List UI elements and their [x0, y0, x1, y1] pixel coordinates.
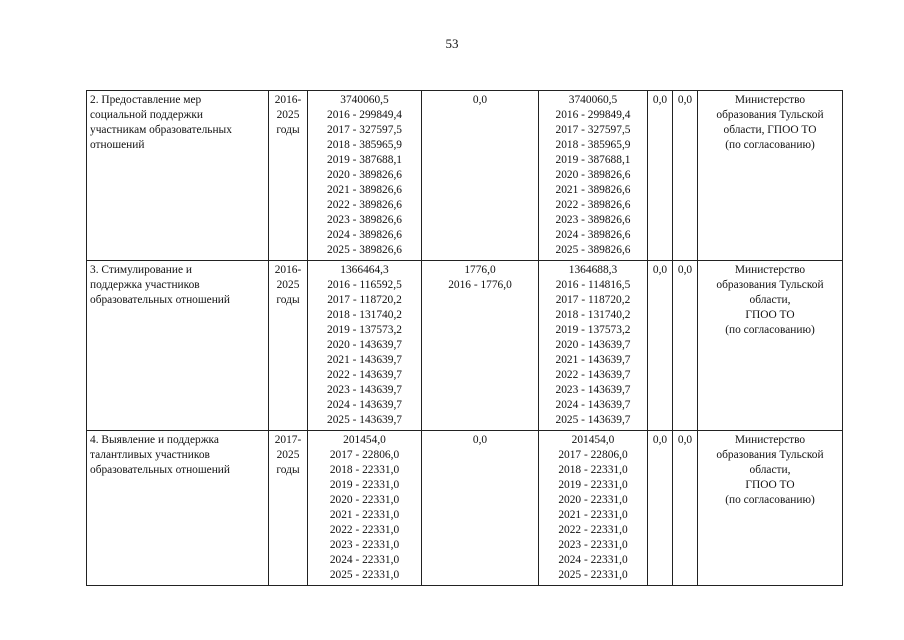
regional-funding-cell-line: 2021 - 22331,0	[558, 509, 628, 521]
regional-funding-cell-line: 2017 - 22806,0	[558, 449, 628, 461]
period-cell-line: 2016-	[274, 264, 302, 276]
executor-cell	[698, 261, 843, 431]
period-cell-line: годы	[276, 294, 300, 306]
regional-funding-cell-line: 2018 - 22331,0	[558, 464, 628, 476]
federal-funding-cell-line: 0,0	[472, 434, 488, 446]
total-funding-cell-line: 1366464,3	[340, 264, 389, 276]
other-funding-cell: 0,0	[673, 431, 698, 586]
total-funding-cell	[308, 431, 422, 586]
total-funding-cell-line: 2024 - 22331,0	[329, 554, 400, 566]
measure-name-cell-line: поддержка участников	[90, 279, 200, 291]
total-funding-cell-line: 2018 - 385965,9	[327, 139, 402, 151]
executor-cell	[698, 91, 843, 261]
total-funding-cell	[308, 91, 422, 261]
total-funding-cell-line: 2019 - 387688,1	[327, 154, 402, 166]
regional-funding-cell-line: 2024 - 389826,6	[555, 229, 631, 241]
total-funding-cell-line: 2016 - 299849,4	[327, 109, 402, 121]
total-funding-cell-line: 2017 - 22806,0	[329, 449, 400, 461]
table-row	[87, 91, 843, 261]
total-funding-cell-line: 2017 - 327597,5	[327, 124, 402, 136]
total-funding-cell-line: 2021 - 389826,6	[327, 184, 402, 196]
total-funding-cell-line: 2025 - 389826,6	[327, 244, 402, 256]
total-funding-cell-line: 2022 - 389826,6	[327, 199, 402, 211]
measure-name-cell	[87, 91, 269, 261]
executor-cell-line: Министерство	[734, 264, 806, 276]
regional-funding-cell-line: 2019 - 22331,0	[558, 479, 628, 491]
regional-funding-cell-line: 2025 - 389826,6	[555, 244, 631, 256]
period-cell	[269, 431, 308, 586]
federal-funding-cell-line: 0,0	[472, 94, 488, 106]
measures-table	[86, 90, 843, 586]
total-funding-cell-line: 2019 - 22331,0	[329, 479, 400, 491]
total-funding-cell-line: 2024 - 143639,7	[327, 399, 402, 411]
total-funding-cell-line: 2019 - 137573,2	[327, 324, 402, 336]
executor-cell-line: образования Тульской	[716, 109, 824, 121]
period-cell-line: 2016-	[274, 94, 302, 106]
total-funding-cell-line: 2025 - 22331,0	[329, 569, 400, 581]
regional-funding-cell-line: 2020 - 143639,7	[555, 339, 631, 351]
total-funding-cell-line: 2025 - 143639,7	[327, 414, 402, 426]
regional-funding-cell-line: 2024 - 143639,7	[555, 399, 631, 411]
regional-funding-cell-line: 2023 - 389826,6	[555, 214, 631, 226]
regional-funding-cell-line: 2019 - 387688,1	[555, 154, 631, 166]
total-funding-cell-line: 2018 - 22331,0	[329, 464, 400, 476]
measure-name-cell-line: социальной поддержки	[90, 109, 204, 121]
executor-cell-line: образования Тульской	[716, 449, 824, 461]
total-funding-cell-line: 2023 - 143639,7	[327, 384, 402, 396]
executor-cell-line: ГПОО ТО	[745, 479, 795, 491]
local-funding-cell: 0,0	[648, 261, 673, 431]
regional-funding-cell-line: 2017 - 118720,2	[555, 294, 631, 306]
period-cell-line: 2025	[276, 109, 300, 121]
total-funding-cell-line: 3740060,5	[340, 94, 389, 106]
measure-name-cell-line: участникам образовательных	[90, 124, 232, 136]
regional-funding-cell	[539, 431, 648, 586]
executor-cell-line: образования Тульской	[716, 279, 824, 291]
local-funding-cell: 0,0	[648, 431, 673, 586]
regional-funding-cell-line: 2024 - 22331,0	[558, 554, 628, 566]
total-funding-cell-line: 2023 - 389826,6	[327, 214, 402, 226]
measure-name-cell-line: образовательных отношений	[90, 294, 230, 306]
regional-funding-cell-line: 2019 - 137573,2	[555, 324, 631, 336]
executor-cell	[698, 431, 843, 586]
regional-funding-cell	[539, 261, 648, 431]
measure-name-cell-line: образовательных отношений	[90, 464, 230, 476]
total-funding-cell-line: 2021 - 22331,0	[329, 509, 400, 521]
measure-name-cell-line: 2. Предоставление мер	[90, 94, 202, 106]
regional-funding-cell-line: 3740060,5	[568, 94, 618, 106]
total-funding-cell-line: 2017 - 118720,2	[327, 294, 402, 306]
total-funding-cell-line: 2023 - 22331,0	[329, 539, 400, 551]
federal-funding-cell-line: 2016 - 1776,0	[448, 279, 512, 291]
executor-cell-line: ГПОО ТО	[745, 309, 795, 321]
regional-funding-cell-line: 2020 - 389826,6	[555, 169, 631, 181]
measure-name-cell-line: 4. Выявление и поддержка	[90, 434, 219, 446]
table-row	[87, 431, 843, 586]
period-cell-line: 2017-	[274, 434, 302, 446]
regional-funding-cell-line: 2022 - 22331,0	[558, 524, 628, 536]
executor-cell-line: области,	[749, 294, 791, 306]
measure-name-cell-line: талантливых участников	[90, 449, 210, 461]
executor-cell-line: области,	[749, 464, 791, 476]
regional-funding-cell-line: 2022 - 389826,6	[555, 199, 631, 211]
total-funding-cell-line: 2016 - 116592,5	[327, 279, 402, 291]
federal-funding-cell	[422, 261, 539, 431]
total-funding-cell-line: 2020 - 143639,7	[327, 339, 402, 351]
total-funding-cell-line: 201454,0	[343, 434, 386, 446]
period-cell	[269, 91, 308, 261]
regional-funding-cell-line: 2022 - 143639,7	[555, 369, 631, 381]
other-funding-cell: 0,0	[673, 261, 698, 431]
period-cell-line: годы	[276, 124, 300, 136]
regional-funding-cell-line: 201454,0	[571, 434, 615, 446]
total-funding-cell-line: 2022 - 22331,0	[329, 524, 400, 536]
total-funding-cell-line: 2020 - 389826,6	[327, 169, 402, 181]
period-cell-line: 2025	[276, 279, 300, 291]
total-funding-cell-line: 2018 - 131740,2	[327, 309, 402, 321]
executor-cell-line: (по согласованию)	[725, 324, 815, 336]
federal-funding-cell	[422, 91, 539, 261]
total-funding-cell-line: 2021 - 143639,7	[327, 354, 402, 366]
total-funding-cell-line: 2024 - 389826,6	[327, 229, 402, 241]
other-funding-cell: 0,0	[673, 91, 698, 261]
page-number: 53	[445, 36, 459, 51]
federal-funding-cell	[422, 431, 539, 586]
regional-funding-cell	[539, 91, 648, 261]
total-funding-cell-line: 2022 - 143639,7	[327, 369, 402, 381]
federal-funding-cell-line: 1776,0	[464, 264, 496, 276]
executor-cell-line: (по согласованию)	[725, 494, 815, 506]
measure-name-cell	[87, 261, 269, 431]
table-body	[87, 91, 843, 586]
regional-funding-cell-line: 2016 - 114816,5	[555, 279, 631, 291]
executor-cell-line: (по согласованию)	[725, 139, 815, 151]
regional-funding-cell-line: 2018 - 385965,9	[555, 139, 631, 151]
total-funding-cell-line: 2020 - 22331,0	[329, 494, 400, 506]
regional-funding-cell-line: 2018 - 131740,2	[555, 309, 631, 321]
regional-funding-cell-line: 2023 - 22331,0	[558, 539, 628, 551]
regional-funding-cell-line: 2020 - 22331,0	[558, 494, 628, 506]
regional-funding-cell-line: 2016 - 299849,4	[555, 109, 631, 121]
local-funding-cell: 0,0	[648, 91, 673, 261]
regional-funding-cell-line: 2025 - 143639,7	[555, 414, 631, 426]
regional-funding-cell-line: 2021 - 389826,6	[555, 184, 631, 196]
executor-cell-line: Министерство	[734, 94, 806, 106]
table-row	[87, 261, 843, 431]
executor-cell-line: Министерство	[734, 434, 806, 446]
regional-funding-cell-line: 2023 - 143639,7	[555, 384, 631, 396]
regional-funding-cell-line: 1364688,3	[568, 264, 618, 276]
measure-name-cell-line: отношений	[90, 139, 145, 151]
regional-funding-cell-line: 2017 - 327597,5	[555, 124, 631, 136]
regional-funding-cell-line: 2021 - 143639,7	[555, 354, 631, 366]
total-funding-cell	[308, 261, 422, 431]
period-cell-line: годы	[276, 464, 300, 476]
period-cell-line: 2025	[276, 449, 300, 461]
measure-name-cell	[87, 431, 269, 586]
measure-name-cell-line: 3. Стимулирование и	[90, 264, 192, 276]
executor-cell-line: области, ГПОО ТО	[723, 124, 817, 136]
period-cell	[269, 261, 308, 431]
regional-funding-cell-line: 2025 - 22331,0	[558, 569, 628, 581]
